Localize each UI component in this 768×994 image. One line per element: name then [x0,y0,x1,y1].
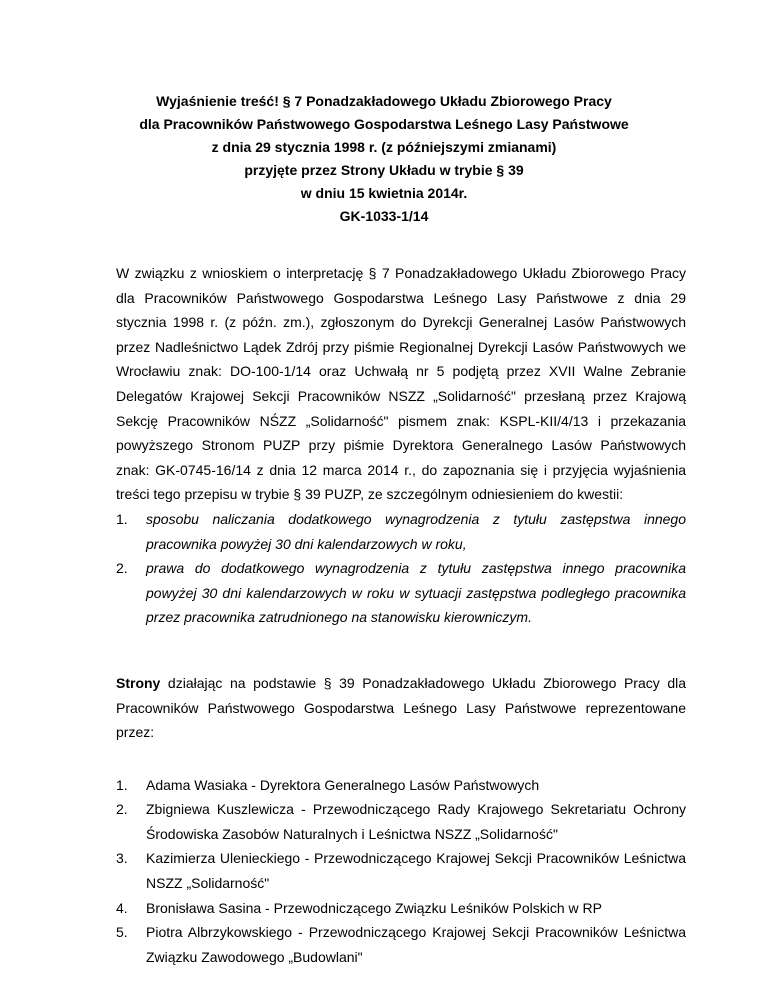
spacer [116,745,686,773]
list-item-number: 5. [116,924,128,941]
list-item-number: 1. [116,776,128,793]
issues-list [116,507,686,630]
title-line: dla Pracowników Państwowego Gospodarstwa Leśnego Lasy Państwowe [139,116,629,132]
list-item [116,846,686,895]
document-body [116,261,686,969]
intro-paragraph: W związku z wnioskiem o interpretację § 7 Ponadzakładowego Układu Zbiorowego Pracy dla Pracowników Państwowego Gospodarstwa Leśnego Lasy Państwowe z dnia 29 stycznia 1998 r. (z późn. zm.), zgłoszonym do Dyrekcji Generalnej Lasów Państwowych przez Nadleśnictwo Lądek Zdrój przy piśmie Regionalnej Dyrekcji Lasów Państwowych we Wrocławiu znak: DO-100-1/14 oraz Uchwałą nr 5 podjętą przez XVII Walne Zebranie Delegatów Krajowej Sekcji Pracowników NSZZ „Solidarność" przesłaną przez Krajową Sekcję Pracowników NŚZZ „Solidarność" pismem znak: KSPL-KII/4/13 i przekazania powyższego Stronom PUZP przy piśmie Dyrektora Generalnego Lasów Państwowych znak: GK-0745-16/14 z dnia 12 marca 2014 r., do zapoznania się i przyjęcia wyjaśnienia treści tego przepisu w trybie § 39 PUZP, ze szczególnym odniesieniem do kwestii: [116,265,686,503]
list-item-text: prawa do dodatkowego wynagrodzenia z tytułu zastępstwa innego pracownika powyżej 30 dni kalendarzowych w roku w sytuacji zastępstwa podległego pracownika przez pracownika zatrudnionego na stanowisku kierowniczym. [146,560,686,626]
document-title [0,90,768,228]
title-line: przyjęte przez Strony Układu w trybie § 39 [244,162,524,178]
list-item [116,797,686,846]
parties-paragraph [116,671,686,745]
list-item [116,507,686,556]
title-line: Wyjaśnienie treść! § 7 Ponadzakładowego Układu Zbiorowego Pracy [156,93,612,109]
list-item-text: Kazimierza Ulenieckiego - Przewodniczącego Krajowej Sekcji Pracowników Leśnictwa NSZZ „Solidarność" [146,850,686,892]
list-item-number: 4. [116,899,128,916]
representatives-list [116,773,686,970]
list-item [116,556,686,630]
title-line: GK-1033-1/14 [339,208,429,224]
list-item [116,773,686,798]
list-item-text: Zbigniewa Kuszlewicza - Przewodniczącego Rady Krajowego Sekretariatu Ochrony Środowiska Zasobów Naturalnych i Leśnictwa NSZZ „Solidarność" [146,801,686,842]
list-item-text: Piotra Albrzykowskiego - Przewodniczącego Krajowej Sekcji Pracowników Leśnictwa Związku Zawodowego „Budowlani" [146,924,686,965]
list-item-text: sposobu naliczania dodatkowego wynagrodzenia z tytułu zastępstwa innego pracownika powyżej 30 dni kalendarzowych w roku, [146,510,686,552]
list-item-number: 2. [116,560,128,577]
list-item-text: Adama Wasiaka - Dyrektora Generalnego Lasów Państwowych [146,776,540,793]
list-item [116,896,686,921]
parties-text: działając na podstawie § 39 Ponadzakładowego Układu Zbiorowego Pracy dla Pracowników Państwowego Gospodarstwa Leśnego Lasy Państwowe reprezentowane przez: [116,674,686,741]
list-item [116,920,686,969]
parties-label: Strony [116,674,161,691]
title-line: z dnia 29 stycznia 1998 r. (z późniejszymi zmianami) [211,139,557,155]
list-item-number: 3. [116,850,128,867]
list-item-text: Bronisława Sasina - Przewodniczącego Związku Leśników Polskich w RP [146,899,602,916]
spacer [116,630,686,671]
list-item-number: 2. [116,801,128,818]
title-line: w dniu 15 kwietnia 2014r. [300,185,468,201]
list-item-number: 1. [116,510,128,527]
